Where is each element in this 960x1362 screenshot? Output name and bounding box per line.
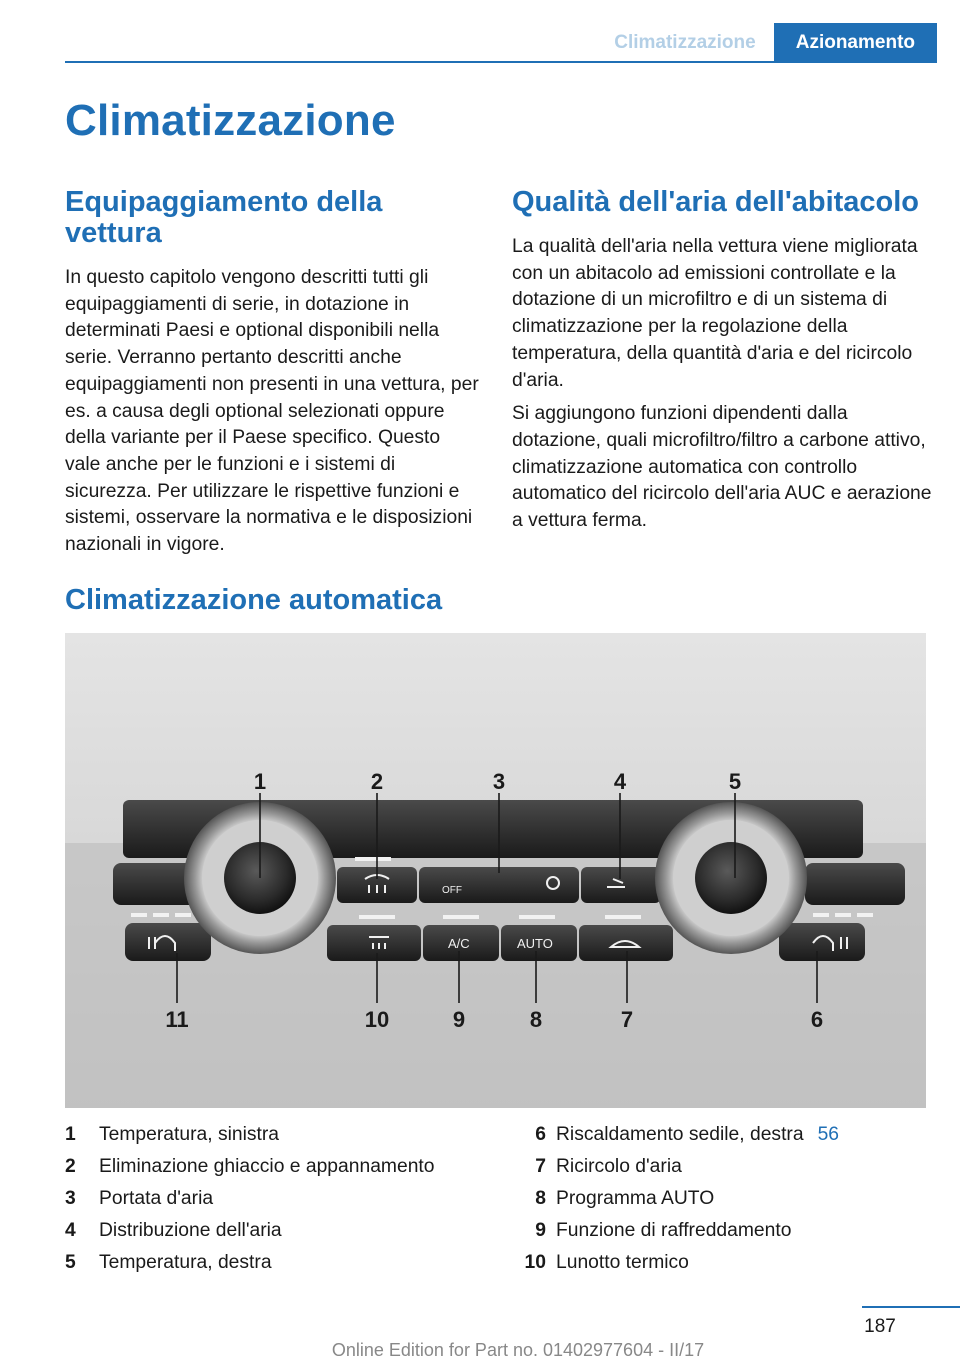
climate-panel-illustration bbox=[65, 633, 926, 1108]
auto-button-label: AUTO bbox=[517, 936, 553, 951]
callout-6: 6 bbox=[810, 1007, 824, 1032]
legend-label: Portata d'aria bbox=[99, 1188, 214, 1209]
legend-label: Funzione di raffreddamento bbox=[556, 1220, 792, 1241]
page-title: Climatizzazione bbox=[65, 96, 396, 145]
legend-item bbox=[65, 1215, 435, 1247]
callout-8: 8 bbox=[529, 1007, 543, 1032]
legend-item bbox=[65, 1119, 435, 1151]
page-number: 187 bbox=[864, 1316, 896, 1337]
legend-num: 1 bbox=[65, 1124, 76, 1145]
page-reference-link[interactable]: 56 bbox=[817, 1124, 840, 1145]
legend-num: 5 bbox=[65, 1252, 76, 1273]
header-rule bbox=[65, 61, 937, 63]
callout-4: 4 bbox=[613, 769, 627, 794]
air-quality-paragraph-1: La qualità dell'aria nella vettura viene migliorata con un abitacolo ad emissioni controllate e la dotazione di un microfiltro e di un sistema di climatizzazione per la regolazione della temperatura, della quantità d'aria e del ricircolo d'aria. bbox=[512, 236, 918, 391]
callout-5: 5 bbox=[728, 769, 742, 794]
legend-item bbox=[512, 1151, 839, 1183]
tab-azionamento[interactable]: Azionamento bbox=[774, 23, 937, 62]
legend-num: 4 bbox=[65, 1220, 76, 1241]
legend-num: 2 bbox=[65, 1156, 76, 1177]
legend-label: Riscaldamento sedile, destra bbox=[556, 1124, 804, 1145]
legend-item bbox=[65, 1247, 435, 1279]
legend-label: Distribuzione dell'aria bbox=[99, 1220, 282, 1241]
legend-item bbox=[65, 1151, 435, 1183]
callout-11: 11 bbox=[165, 1007, 189, 1032]
off-button-label: OFF bbox=[442, 885, 462, 896]
legend-label: Lunotto termico bbox=[556, 1252, 689, 1273]
legend-label: Programma AUTO bbox=[556, 1188, 715, 1209]
legend-label: Temperatura, sinistra bbox=[99, 1124, 280, 1145]
legend-num: 6 bbox=[535, 1124, 546, 1145]
section-equipment-heading: Equipaggiamento della vettura bbox=[65, 186, 383, 249]
legend-num: 9 bbox=[535, 1220, 546, 1241]
legend-item bbox=[512, 1247, 839, 1279]
callout-10: 10 bbox=[364, 1007, 390, 1032]
callout-1: 1 bbox=[253, 769, 267, 794]
legend-num: 7 bbox=[535, 1156, 546, 1177]
header-tabs bbox=[596, 23, 937, 62]
legend-num: 8 bbox=[535, 1188, 546, 1209]
callout-3: 3 bbox=[492, 769, 506, 794]
legend-right bbox=[512, 1119, 839, 1279]
legend-label: Temperatura, destra bbox=[99, 1252, 272, 1273]
climate-panel-figure bbox=[65, 633, 926, 1108]
section-auto-climate-heading: Climatizzazione automatica bbox=[65, 584, 443, 616]
section-equipment-body: In questo capitolo vengono descritti tutti gli equipaggiamenti di serie, in dotazione in determinati Paesi e optional disponibili nella serie. Verranno pertanto descritti anche equipaggiamenti non presenti in una vettura, per es. a causa degli optional selezionati oppure della variante per il Paese specifico. Questo vale anche per le funzioni e i sistemi di sicurezza. Per utilizzare le rispettive funzioni e sistemi, osservare la normativa e le disposizioni nazionali in vigore. bbox=[65, 267, 479, 556]
callout-7: 7 bbox=[620, 1007, 634, 1032]
callout-2: 2 bbox=[370, 769, 384, 794]
air-quality-paragraph-2: Si aggiungono funzioni dipendenti dalla dotazione, quali microfiltro/filtro a carbone attivo, climatizzazione automatica con controllo automatico del ricircolo dell'aria AUC e aerazione a vettura ferma. bbox=[512, 403, 932, 532]
legend-label: Ricircolo d'aria bbox=[556, 1156, 682, 1177]
tab-climatizzazione[interactable]: Climatizzazione bbox=[614, 32, 756, 53]
footer-rule bbox=[862, 1306, 960, 1308]
legend-item bbox=[65, 1183, 435, 1215]
section-air-quality bbox=[512, 187, 932, 535]
legend-item bbox=[512, 1119, 839, 1151]
section-air-quality-heading: Qualità dell'aria dell'abitacolo bbox=[512, 186, 920, 218]
ac-button-label: A/C bbox=[448, 936, 470, 951]
legend-item bbox=[512, 1183, 839, 1215]
section-equipment bbox=[65, 187, 480, 559]
legend-left bbox=[65, 1119, 435, 1279]
callout-9: 9 bbox=[452, 1007, 466, 1032]
legend-item bbox=[512, 1215, 839, 1247]
legend-num: 10 bbox=[524, 1252, 546, 1273]
legend-num: 3 bbox=[65, 1188, 76, 1209]
legend-label: Eliminazione ghiaccio e appannamento bbox=[99, 1156, 435, 1177]
footer-edition: Online Edition for Part no. 01402977604 - II/17 bbox=[331, 1340, 705, 1360]
